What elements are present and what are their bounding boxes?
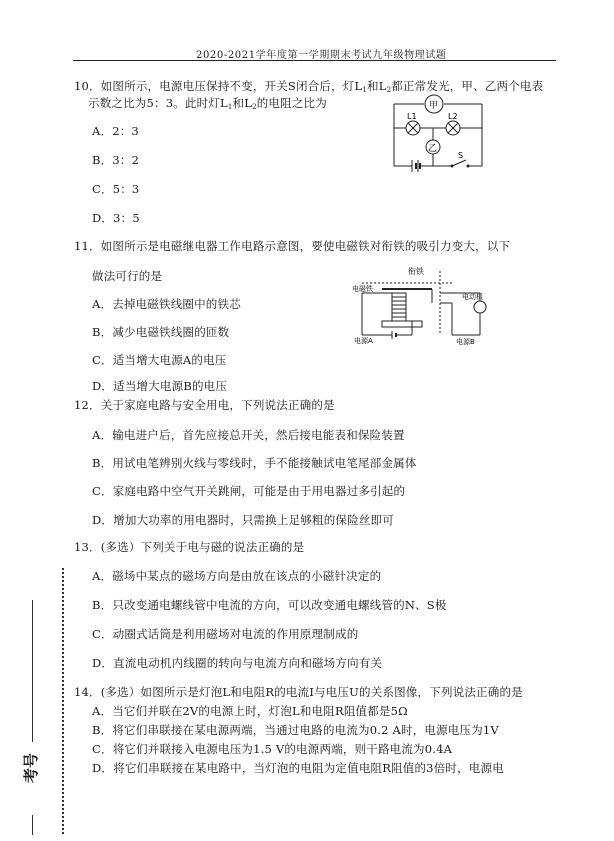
switch-s-label: S — [458, 151, 464, 160]
q10-stem-line1: 10．如图所示，电源电压保持不变，开关S闭合后，灯$L_1$和$L_2$都正常发光，甲、乙两个电表 — [74, 79, 544, 94]
xiantie-label: 衔铁 — [408, 267, 424, 276]
q11-stem-line1: 11．如图所示是电磁继电器工作电路示意图，要使电磁铁对衔铁的吸引力变大，以下 — [74, 239, 511, 253]
q12-option-a[interactable]: A．输电进户后，首先应接总开关，然后接电能表和保险装置 — [92, 428, 405, 442]
q11-stem-line2: 做法可行的是 — [92, 269, 163, 283]
q14-option-c[interactable]: C．将它们并联接入电源电压为1.5 V的电源两端，则干路电流为0.4A — [92, 742, 453, 756]
motor-label: 电动机 — [462, 293, 483, 301]
q12-option-c[interactable]: C．家庭电路中空气开关跳闸，可能是由于用电器过多引起的 — [92, 484, 406, 498]
q11-option-b[interactable]: B．减少电磁铁线圈的匝数 — [92, 325, 230, 339]
q14-stem: 14．(多选）如图所示是灯泡L和电阻R的电流I与电压U的关系图像，下列说法正确的是 — [74, 685, 523, 699]
q13-option-c[interactable]: C．动圈式话筒是利用磁场对电流的作用原理制成的 — [92, 627, 359, 641]
q10-option-c[interactable]: C．5：3 — [92, 182, 140, 196]
binding-side-rule — [32, 600, 33, 742]
q13-option-a[interactable]: A．磁场中某点的磁场方向是由放在该点的小磁针决定的 — [92, 569, 382, 583]
q10-circuit-diagram — [390, 92, 500, 172]
q12-stem: 12．关于家庭电路与安全用电，下列说法正确的是 — [74, 398, 335, 412]
q10-stem-line2: 示数之比为5：3。此时灯$L_1$和$L_2$的电阻之比为 — [88, 96, 327, 111]
q11-option-d[interactable]: D．适当增大电源B的电压 — [92, 379, 228, 393]
meter-yi-label: 乙 — [428, 144, 438, 154]
q12-option-b[interactable]: B．用试电笔辨别火线与零线时，手不能接触试电笔尾部金属体 — [92, 456, 417, 470]
lamp-l1-label: L1 — [407, 112, 417, 121]
q14-option-d[interactable]: D．将它们串联接在某电路中，当灯泡的电阻为定值电阻R阻值的3倍时，电源电 — [92, 761, 504, 775]
source-b-label: 电源B — [456, 338, 475, 346]
q11-option-a[interactable]: A．去掉电磁铁线圈中的铁芯 — [92, 297, 241, 311]
exam-header-title: 2020-2021学年度第一学期期末考试九年级物理试题 — [196, 50, 447, 61]
q14-option-a[interactable]: A．当它们并联在2V的电源上时，灯泡L和电阻R阻值都是5Ω — [92, 704, 408, 718]
header-rule — [73, 60, 556, 61]
q10-option-b[interactable]: B．3：2 — [92, 153, 140, 167]
exam-number-label: 考号 — [22, 752, 40, 783]
electromagnet-label: 电磁铁 — [352, 285, 373, 293]
source-a-label: 电源A — [354, 337, 373, 345]
q13-option-b[interactable]: B．只改变通电螺线管中电流的方向，可以改变通电螺线管的N、S极 — [92, 598, 447, 612]
q10-option-d[interactable]: D．3：5 — [92, 211, 140, 225]
q13-option-d[interactable]: D．直流电动机内线圈的转向与电流方向和磁场方向有关 — [92, 656, 383, 670]
binding-side-rule-lower — [32, 815, 33, 835]
q11-relay-diagram — [352, 263, 492, 345]
binding-dotted-line — [62, 568, 64, 834]
meter-jia-label: 甲 — [429, 101, 439, 111]
q10-option-a[interactable]: A．2：3 — [92, 124, 139, 138]
q11-option-c[interactable]: C．适当增大电源A的电压 — [92, 353, 227, 367]
q14-option-b[interactable]: B．将它们串联接在某电源两端，当通过电路的电流为0.2 A时，电源电压为1V — [92, 723, 499, 737]
lamp-l2-label: L2 — [448, 112, 458, 121]
q13-stem: 13．(多选）下列关于电与磁的说法正确的是 — [74, 540, 305, 554]
q12-option-d[interactable]: D．增加大功率的用电器时，只需换上足够粗的保险丝即可 — [92, 513, 394, 527]
